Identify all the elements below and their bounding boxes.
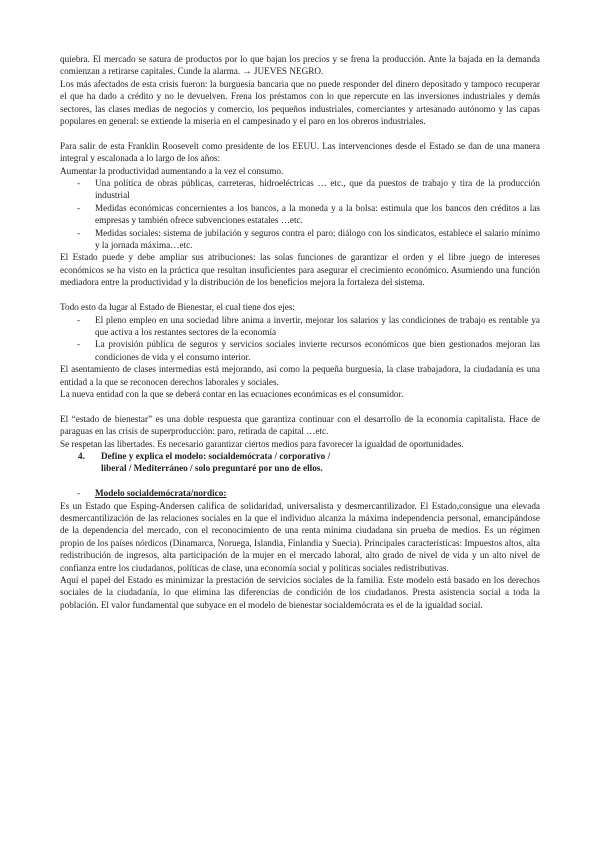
question-text: Define y explica el modelo: socialdemócrata / corporativo / liberal / Mediterráneo / solo preguntaré por uno de ellos. <box>101 450 331 474</box>
list-item: - Medidas económicas concernientes a los bancos, a la moneda y a la bolsa: estimula que los bancos den créditos a las empresas y también ofrece subvenciones estatales …etc. <box>77 202 540 226</box>
dash-bullet: - <box>77 339 81 350</box>
section-title: Modelo socialdemócrata/nordico: <box>95 488 227 499</box>
dash-bullet: - <box>77 227 81 238</box>
dash-bullet: - <box>77 178 81 189</box>
paragraph-roosevelt: Para salir de esta Franklin Roosevelt como presidente de los EEUU. Las intervenciones desde el Estado se dan de una manera integral y escalonada a lo largo de los años: <box>60 140 540 164</box>
dash-bullet: - <box>77 314 81 325</box>
paragraph-affected: Los más afectados de esta crisis fueron: la burguesía bancaria que no puede responder del dinero depositado y tampoco recuperar el que ha dado a crédito y no le devuelven. Frena los préstamos con lo que repercute en las inversiones industriales y demás sectores, las clases medias de negocios y comercio, los pequeños industriales, comerciantes y artesanado autónomo y las capas populares en general: se extiende la miseria en el campesinado y el paro en los obreros industriales. <box>60 78 540 127</box>
list-item: - Medidas sociales: sistema de jubilación y seguros contra el paro; diálogo con los sindicatos, establece el salario mínimo y la jornada máxima…etc. <box>77 227 540 251</box>
axes-list <box>60 314 540 364</box>
dash-bullet: - <box>77 202 81 213</box>
section-heading <box>60 487 540 499</box>
paragraph-welfare-axes: Todo esto da lugar al Estado de Bienestar, el cual tiene dos ejes: <box>60 302 295 313</box>
question-heading <box>60 450 540 475</box>
dash-bullet: - <box>77 488 81 499</box>
paragraph-liberties: Se respetan las libertades. Es necesario garantizar ciertos medios para favorecer la igualdad de oportunidades. <box>60 438 464 449</box>
paragraph-consumer: La nueva entidad con la que se deberá contar en las ecuaciones económicas es el consumidor. <box>60 388 404 399</box>
paragraph-crisis-intro: quiebra. El mercado se satura de productos por lo que bajan los precios y se frena la producción. Ante la bajada en la demanda comienzan a retirarse capitales. Cunde la alarma. → JUEVES NEGRO. <box>60 54 540 77</box>
list-item: - La provisión pública de seguros y servicios sociales invierte recursos económicos que bien gestionados mejoran las condiciones de vida y el consumo interior. <box>77 339 540 362</box>
paragraph-socialdemocrat: Es un Estado que Esping-Andersen califica de solidaridad, universalista y desmercantilizador. El Estado,consigue una elevada desmercantilización de las relaciones sociales en la que el individuo alcanza la máxima independencia personal, emancipándose de la dependencia del mercado, con el reconocimiento de una renta mínima ciudadana sin prueba de medios. Es un régimen propio de los países nórdicos (Dinamarca, Noruega, Islandia, Finlandia y Suecia). Principales características: Impuestos altos, alta redistribución de ingresos, alta participación de la mujer en el mercado laboral, alto grado de nivel de vida y un alto nivel de confianza entre los ciudadanos, políticas de clase, una economía social y políticas sociales redistributivas. <box>60 500 540 573</box>
list-item: - Una política de obras públicas, carreteras, hidroeléctricas … etc., que da puestos de trabajo y tira de la producción industrial <box>77 178 540 201</box>
paragraph-state-role: El Estado puede y debe ampliar sus atribuciones: las solas funciones de garantizar el orden y el libre juego de intereses económicos se ha visto en la práctica que resultan insuficientes para asegurar el crecimiento económico. Asumiendo una función mediadora entre la productividad y la distribución de los beneficios mejora la fortaleza del sistema. <box>60 252 540 288</box>
list-item: - El pleno empleo en una sociedad libre anima a invertir, mejorar los salarios y las condiciones de trabajo es rentable ya que activa a los restantes sectores de la economía <box>77 314 540 337</box>
paragraph-middle-classes: El asentamiento de clases intermedias está mejorando, así como la pequeña burguesía, la clase trabajadora, la ciudadanía es una entidad a la que se reconocen derechos laborales y sociales. <box>60 364 540 387</box>
paragraph-welfare-state: El “estado de bienestar” es una doble respuesta que garantiza continuar con el desarrollo de la economía capitalista. Hace de paraguas en las crisis de superproducción: paro, retirada de capital …etc. <box>60 413 540 437</box>
paragraph-state-family: Aquí el papel del Estado es minimizar la prestación de servicios sociales de la familia. Este modelo está basado en los derechos sociales de la ciudadanía, lo que elimina las diferencias de condición de los ciudadanos. Presta asistencia social a toda la población. El valor fundamental que subyace en el modelo de bienestar socialdemócrata es el de la igualdad social. <box>60 575 540 610</box>
question-number: 4. <box>78 450 85 461</box>
measures-list <box>60 177 540 251</box>
paragraph-productivity: Aumentar la productividad aumentando a la vez el consumo. <box>60 165 284 176</box>
